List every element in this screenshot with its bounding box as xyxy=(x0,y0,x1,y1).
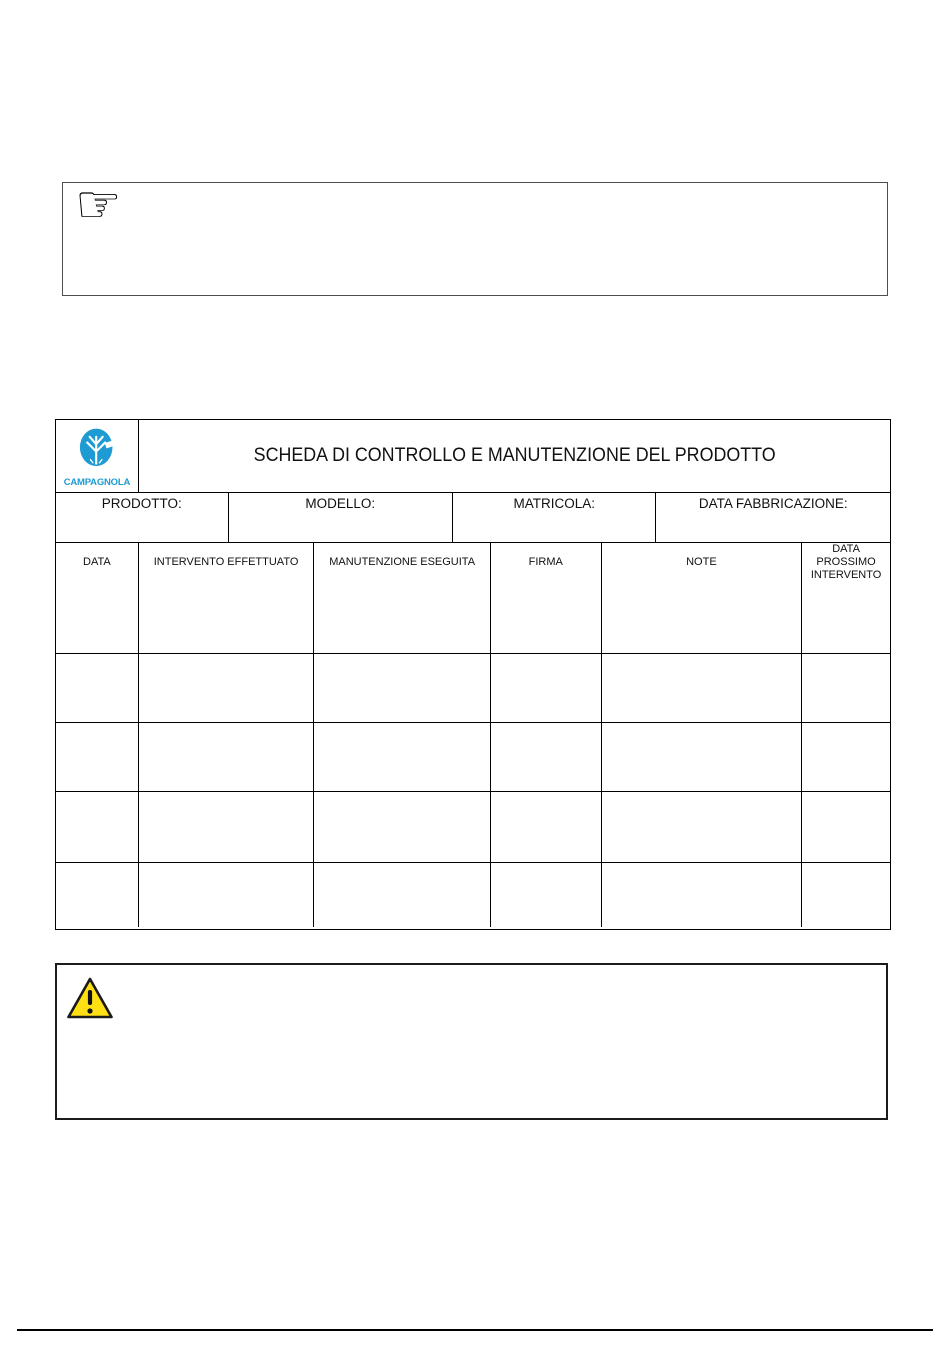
table-row xyxy=(56,582,890,653)
warning-box xyxy=(55,963,888,1120)
table-cell xyxy=(314,654,491,722)
table-cell xyxy=(314,582,491,653)
col-header-note-label: NOTE xyxy=(686,555,717,568)
table-cell xyxy=(602,654,802,722)
col-header-intervento-label: INTERVENTO EFFETTUATO xyxy=(153,555,299,568)
table-row xyxy=(56,653,890,722)
table-cell xyxy=(139,863,315,927)
table-cell xyxy=(491,863,602,927)
pointing-hand-icon: ☞ xyxy=(75,175,122,235)
col-header-manutenzione-label: MANUTENZIONE ESEGUITA xyxy=(329,555,476,568)
table-cell xyxy=(602,723,802,791)
field-prodotto-label: PRODOTTO: xyxy=(101,496,182,511)
table-row xyxy=(56,862,890,927)
field-data-fabbricazione-label: DATA FABBRICAZIONE: xyxy=(698,496,848,511)
table-row xyxy=(56,722,890,791)
warning-triangle-icon xyxy=(66,976,114,1025)
table-header-row xyxy=(56,542,890,582)
col-header-prossimo-intervento xyxy=(802,543,890,582)
col-header-data xyxy=(56,543,139,582)
table-cell xyxy=(56,723,139,791)
table-cell xyxy=(56,582,139,653)
card-title: SCHEDA DI CONTROLLO E MANUTENZIONE DEL PRODOTTO xyxy=(253,445,776,466)
table-cell xyxy=(491,723,602,791)
col-header-intervento xyxy=(139,543,315,582)
table-cell xyxy=(139,723,315,791)
col-header-prossimo-intervento-label: DATA PROSSIMO INTERVENTO xyxy=(810,542,882,582)
table-cell xyxy=(602,582,802,653)
table-cell xyxy=(314,792,491,862)
note-box xyxy=(62,175,888,296)
table-cell xyxy=(602,863,802,927)
maintenance-card xyxy=(55,419,891,930)
col-header-firma-label: FIRMA xyxy=(528,555,563,568)
table-cell xyxy=(802,582,890,653)
field-matricola xyxy=(453,493,656,542)
table-cell xyxy=(139,582,315,653)
table-cell xyxy=(802,654,890,722)
field-modello xyxy=(229,493,453,542)
campagnola-brand-text: CAMPAGNOLA xyxy=(63,476,131,488)
table-body xyxy=(56,582,890,927)
field-prodotto xyxy=(56,493,229,542)
field-matricola-label: MATRICOLA: xyxy=(513,496,595,511)
col-header-note xyxy=(602,543,802,582)
product-fields-row xyxy=(56,492,890,542)
field-data-fabbricazione xyxy=(656,493,890,542)
table-row xyxy=(56,791,890,862)
field-modello-label: MODELLO: xyxy=(305,496,376,511)
card-title-cell xyxy=(139,420,890,492)
table-cell xyxy=(491,654,602,722)
card-header-row xyxy=(56,420,890,492)
table-cell xyxy=(56,792,139,862)
table-cell xyxy=(491,582,602,653)
table-cell xyxy=(602,792,802,862)
table-cell xyxy=(802,792,890,862)
table-cell xyxy=(56,654,139,722)
table-cell xyxy=(56,863,139,927)
table-cell xyxy=(802,863,890,927)
table-cell xyxy=(314,723,491,791)
table-cell xyxy=(139,654,315,722)
table-cell xyxy=(139,792,315,862)
table-cell xyxy=(491,792,602,862)
col-header-manutenzione xyxy=(314,543,491,582)
footer-rule xyxy=(17,1329,933,1331)
table-cell xyxy=(802,723,890,791)
table-cell xyxy=(314,863,491,927)
campagnola-logo-icon xyxy=(74,427,120,476)
col-header-data-label: DATA xyxy=(83,555,111,568)
campagnola-logo xyxy=(56,420,139,492)
col-header-firma xyxy=(491,543,602,582)
